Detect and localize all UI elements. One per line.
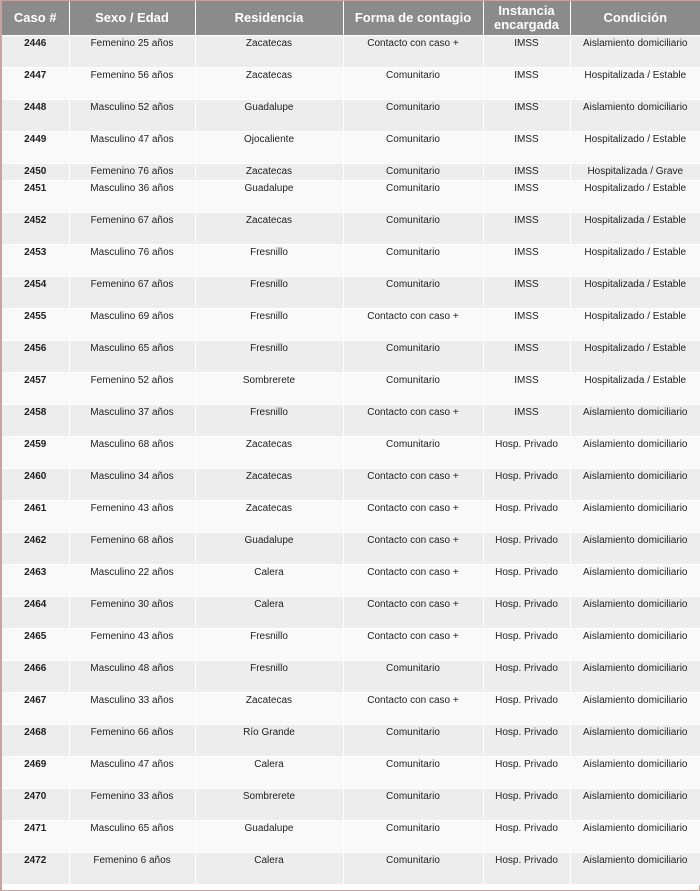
cell-caso: 2446 xyxy=(2,36,69,68)
cell-residencia: Calera xyxy=(195,757,343,789)
cell-instancia: Hosp. Privado xyxy=(483,725,570,757)
cell-forma-contagio: Comunitario xyxy=(343,757,483,789)
cell-forma-contagio: Comunitario xyxy=(343,245,483,277)
cell-caso: 2458 xyxy=(2,405,69,437)
table-header xyxy=(2,1,700,36)
cell-instancia: IMSS xyxy=(483,405,570,437)
cell-caso: 2457 xyxy=(2,373,69,405)
cell-forma-contagio: Contacto con caso + xyxy=(343,565,483,597)
table-row xyxy=(2,405,700,437)
cell-instancia: Hosp. Privado xyxy=(483,629,570,661)
cell-condicion: Aislamiento domiciliario xyxy=(570,36,700,68)
cell-sexo-edad: Masculino 47 años xyxy=(69,132,195,164)
cell-sexo-edad: Femenino 68 años xyxy=(69,533,195,565)
cell-caso: 2454 xyxy=(2,277,69,309)
table-row xyxy=(2,36,700,68)
cell-forma-contagio: Comunitario xyxy=(343,853,483,885)
header-row xyxy=(2,1,700,36)
table-row xyxy=(2,68,700,100)
cell-residencia: Ojocaliente xyxy=(195,132,343,164)
cell-instancia: Hosp. Privado xyxy=(483,693,570,725)
cell-caso: 2463 xyxy=(2,565,69,597)
cell-condicion: Aislamiento domiciliario xyxy=(570,597,700,629)
cell-residencia: Zacatecas xyxy=(195,164,343,181)
cell-caso: 2460 xyxy=(2,469,69,501)
cell-caso: 2453 xyxy=(2,245,69,277)
cell-instancia: IMSS xyxy=(483,164,570,181)
cell-instancia: Hosp. Privado xyxy=(483,597,570,629)
cell-residencia: Fresnillo xyxy=(195,341,343,373)
cell-instancia: IMSS xyxy=(483,181,570,213)
cell-residencia: Zacatecas xyxy=(195,36,343,68)
cell-residencia: Guadalupe xyxy=(195,821,343,853)
cell-instancia: Hosp. Privado xyxy=(483,533,570,565)
header-caso: Caso # xyxy=(2,1,69,36)
cell-instancia: IMSS xyxy=(483,132,570,164)
header-instancia: Instancia encargada xyxy=(483,1,570,36)
cell-condicion: Aislamiento domiciliario xyxy=(570,405,700,437)
cell-residencia: Calera xyxy=(195,565,343,597)
cell-forma-contagio: Comunitario xyxy=(343,100,483,132)
cell-condicion: Hospitalizada / Estable xyxy=(570,213,700,245)
cell-instancia: Hosp. Privado xyxy=(483,469,570,501)
cell-sexo-edad: Femenino 43 años xyxy=(69,501,195,533)
cell-residencia: Zacatecas xyxy=(195,437,343,469)
cell-forma-contagio: Comunitario xyxy=(343,789,483,821)
table-row xyxy=(2,469,700,501)
cell-condicion: Aislamiento domiciliario xyxy=(570,565,700,597)
cell-residencia: Calera xyxy=(195,597,343,629)
cell-caso: 2461 xyxy=(2,501,69,533)
cell-condicion: Aislamiento domiciliario xyxy=(570,533,700,565)
cell-sexo-edad: Masculino 33 años xyxy=(69,693,195,725)
cell-residencia: Fresnillo xyxy=(195,245,343,277)
cell-caso: 2447 xyxy=(2,68,69,100)
cell-instancia: IMSS xyxy=(483,341,570,373)
cell-instancia: Hosp. Privado xyxy=(483,501,570,533)
table-row xyxy=(2,341,700,373)
cell-caso: 2467 xyxy=(2,693,69,725)
cell-forma-contagio: Contacto con caso + xyxy=(343,629,483,661)
table-row xyxy=(2,100,700,132)
cell-sexo-edad: Masculino 65 años xyxy=(69,821,195,853)
cell-caso: 2452 xyxy=(2,213,69,245)
cell-condicion: Aislamiento domiciliario xyxy=(570,100,700,132)
cell-instancia: IMSS xyxy=(483,68,570,100)
cell-condicion: Aislamiento domiciliario xyxy=(570,437,700,469)
cell-caso: 2449 xyxy=(2,132,69,164)
cell-condicion: Hospitalizado / Estable xyxy=(570,245,700,277)
table-row xyxy=(2,132,700,164)
cell-residencia: Guadalupe xyxy=(195,533,343,565)
table-row xyxy=(2,309,700,341)
cell-sexo-edad: Femenino 67 años xyxy=(69,277,195,309)
cell-condicion: Aislamiento domiciliario xyxy=(570,789,700,821)
cell-instancia: Hosp. Privado xyxy=(483,437,570,469)
cell-caso: 2468 xyxy=(2,725,69,757)
cell-sexo-edad: Femenino 30 años xyxy=(69,597,195,629)
cell-residencia: Fresnillo xyxy=(195,309,343,341)
cell-forma-contagio: Contacto con caso + xyxy=(343,597,483,629)
cell-caso: 2472 xyxy=(2,853,69,885)
cell-forma-contagio: Comunitario xyxy=(343,661,483,693)
cell-instancia: Hosp. Privado xyxy=(483,821,570,853)
cell-instancia: IMSS xyxy=(483,373,570,405)
table-row xyxy=(2,597,700,629)
cell-condicion: Hospitalizado / Estable xyxy=(570,132,700,164)
cell-sexo-edad: Masculino 22 años xyxy=(69,565,195,597)
cell-condicion: Aislamiento domiciliario xyxy=(570,501,700,533)
cell-condicion: Aislamiento domiciliario xyxy=(570,821,700,853)
table-row xyxy=(2,373,700,405)
cell-condicion: Aislamiento domiciliario xyxy=(570,469,700,501)
cell-forma-contagio: Contacto con caso + xyxy=(343,501,483,533)
cell-forma-contagio: Comunitario xyxy=(343,373,483,405)
cell-caso: 2448 xyxy=(2,100,69,132)
cell-sexo-edad: Masculino 37 años xyxy=(69,405,195,437)
cell-condicion: Aislamiento domiciliario xyxy=(570,757,700,789)
cell-forma-contagio: Comunitario xyxy=(343,164,483,181)
cell-sexo-edad: Femenino 66 años xyxy=(69,725,195,757)
cell-caso: 2450 xyxy=(2,164,69,181)
table-row xyxy=(2,181,700,213)
cell-sexo-edad: Femenino 67 años xyxy=(69,213,195,245)
cell-forma-contagio: Contacto con caso + xyxy=(343,36,483,68)
cell-condicion: Hospitalizada / Estable xyxy=(570,277,700,309)
header-residencia: Residencia xyxy=(195,1,343,36)
cell-residencia: Sombrerete xyxy=(195,373,343,405)
table-row xyxy=(2,437,700,469)
cell-forma-contagio: Contacto con caso + xyxy=(343,533,483,565)
cell-condicion: Hospitalizada / Estable xyxy=(570,373,700,405)
cell-condicion: Aislamiento domiciliario xyxy=(570,725,700,757)
cell-sexo-edad: Masculino 69 años xyxy=(69,309,195,341)
cell-sexo-edad: Masculino 65 años xyxy=(69,341,195,373)
cell-forma-contagio: Comunitario xyxy=(343,725,483,757)
cell-sexo-edad: Masculino 76 años xyxy=(69,245,195,277)
cell-instancia: IMSS xyxy=(483,309,570,341)
cell-residencia: Sombrerete xyxy=(195,789,343,821)
cell-sexo-edad: Femenino 25 años xyxy=(69,36,195,68)
cell-forma-contagio: Comunitario xyxy=(343,181,483,213)
cell-forma-contagio: Comunitario xyxy=(343,213,483,245)
cell-condicion: Hospitalizado / Estable xyxy=(570,181,700,213)
table-row xyxy=(2,757,700,789)
cell-forma-contagio: Comunitario xyxy=(343,277,483,309)
cell-residencia: Fresnillo xyxy=(195,661,343,693)
cell-instancia: IMSS xyxy=(483,245,570,277)
cell-caso: 2459 xyxy=(2,437,69,469)
cell-sexo-edad: Femenino 43 años xyxy=(69,629,195,661)
cell-caso: 2465 xyxy=(2,629,69,661)
cell-instancia: IMSS xyxy=(483,36,570,68)
cell-caso: 2469 xyxy=(2,757,69,789)
cell-forma-contagio: Contacto con caso + xyxy=(343,693,483,725)
table-row xyxy=(2,789,700,821)
header-condicion: Condición xyxy=(570,1,700,36)
cell-condicion: Aislamiento domiciliario xyxy=(570,661,700,693)
cell-caso: 2471 xyxy=(2,821,69,853)
table-row xyxy=(2,245,700,277)
table-row xyxy=(2,821,700,853)
cell-residencia: Fresnillo xyxy=(195,277,343,309)
table-row xyxy=(2,277,700,309)
cell-caso: 2470 xyxy=(2,789,69,821)
cell-sexo-edad: Femenino 76 años xyxy=(69,164,195,181)
cell-residencia: Guadalupe xyxy=(195,100,343,132)
cell-residencia: Fresnillo xyxy=(195,629,343,661)
cell-caso: 2451 xyxy=(2,181,69,213)
cell-forma-contagio: Comunitario xyxy=(343,821,483,853)
cell-instancia: IMSS xyxy=(483,100,570,132)
cell-instancia: Hosp. Privado xyxy=(483,661,570,693)
cell-instancia: Hosp. Privado xyxy=(483,565,570,597)
table-row xyxy=(2,661,700,693)
table-row xyxy=(2,693,700,725)
table-row xyxy=(2,629,700,661)
cell-instancia: IMSS xyxy=(483,213,570,245)
table-row xyxy=(2,565,700,597)
cell-sexo-edad: Masculino 36 años xyxy=(69,181,195,213)
header-sexo-edad: Sexo / Edad xyxy=(69,1,195,36)
cell-condicion: Aislamiento domiciliario xyxy=(570,693,700,725)
cell-sexo-edad: Masculino 52 años xyxy=(69,100,195,132)
cell-instancia: Hosp. Privado xyxy=(483,789,570,821)
cell-caso: 2466 xyxy=(2,661,69,693)
cell-sexo-edad: Femenino 33 años xyxy=(69,789,195,821)
cell-residencia: Zacatecas xyxy=(195,501,343,533)
cell-condicion: Aislamiento domiciliario xyxy=(570,853,700,885)
table-row xyxy=(2,725,700,757)
cell-caso: 2455 xyxy=(2,309,69,341)
table-row xyxy=(2,164,700,181)
cell-instancia: Hosp. Privado xyxy=(483,853,570,885)
cell-sexo-edad: Femenino 56 años xyxy=(69,68,195,100)
cell-residencia: Zacatecas xyxy=(195,469,343,501)
cell-sexo-edad: Femenino 52 años xyxy=(69,373,195,405)
cell-sexo-edad: Masculino 48 años xyxy=(69,661,195,693)
cell-forma-contagio: Comunitario xyxy=(343,437,483,469)
cell-condicion: Hospitalizada / Estable xyxy=(570,68,700,100)
cell-condicion: Hospitalizada / Grave xyxy=(570,164,700,181)
cell-residencia: Zacatecas xyxy=(195,693,343,725)
cell-condicion: Aislamiento domiciliario xyxy=(570,629,700,661)
cell-sexo-edad: Masculino 34 años xyxy=(69,469,195,501)
cell-forma-contagio: Contacto con caso + xyxy=(343,405,483,437)
cell-residencia: Río Grande xyxy=(195,725,343,757)
cell-caso: 2462 xyxy=(2,533,69,565)
cell-condicion: Hospitalizado / Estable xyxy=(570,341,700,373)
cell-forma-contagio: Comunitario xyxy=(343,341,483,373)
table-row xyxy=(2,501,700,533)
table-body xyxy=(2,36,700,885)
cell-sexo-edad: Femenino 6 años xyxy=(69,853,195,885)
cell-residencia: Zacatecas xyxy=(195,213,343,245)
table-row xyxy=(2,533,700,565)
cell-sexo-edad: Masculino 47 años xyxy=(69,757,195,789)
cell-residencia: Guadalupe xyxy=(195,181,343,213)
cell-residencia: Zacatecas xyxy=(195,68,343,100)
cell-sexo-edad: Masculino 68 años xyxy=(69,437,195,469)
cell-instancia: IMSS xyxy=(483,277,570,309)
cell-condicion: Hospitalizado / Estable xyxy=(570,309,700,341)
cell-caso: 2464 xyxy=(2,597,69,629)
cases-table xyxy=(2,1,700,885)
cell-instancia: Hosp. Privado xyxy=(483,757,570,789)
cell-forma-contagio: Contacto con caso + xyxy=(343,469,483,501)
header-forma-contagio: Forma de contagio xyxy=(343,1,483,36)
table-row xyxy=(2,853,700,885)
cell-forma-contagio: Comunitario xyxy=(343,68,483,100)
cell-residencia: Fresnillo xyxy=(195,405,343,437)
cell-forma-contagio: Contacto con caso + xyxy=(343,309,483,341)
cell-residencia: Calera xyxy=(195,853,343,885)
cell-forma-contagio: Comunitario xyxy=(343,132,483,164)
cell-caso: 2456 xyxy=(2,341,69,373)
table-row xyxy=(2,213,700,245)
